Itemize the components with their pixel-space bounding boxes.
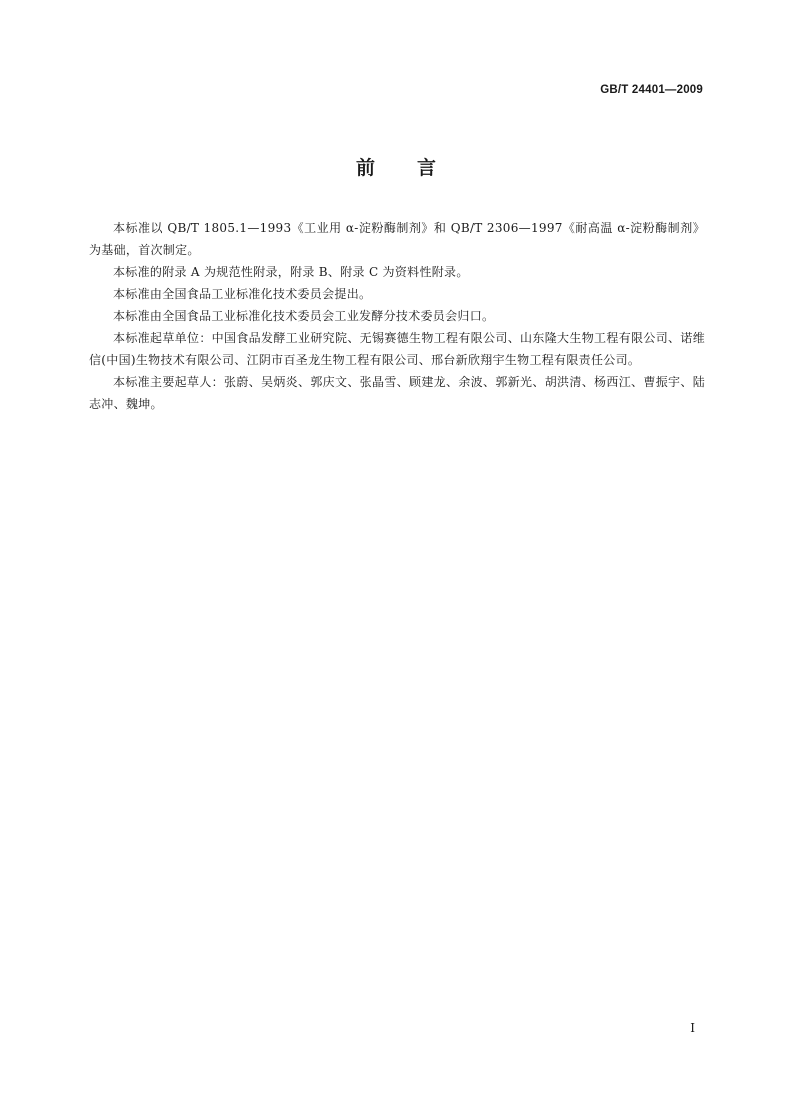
paragraph-basis: 本标准以 QB/T 1805.1—1993《工业用 α-淀粉酶制剂》和 QB/T 2306—1997《耐高温 α-淀粉酶制剂》为基础，首次制定。 [89,221,705,257]
foreword-body [89,217,705,415]
paragraph-proposed-by: 本标准由全国食品工业标准化技术委员会提出。 [113,287,372,301]
title-char-2: 言 [417,157,437,179]
paragraph-drafting-units: 本标准起草单位：中国食品发酵工业研究院、无锡赛德生物工程有限公司、山东隆大生物工程有限公司、诺维信(中国)生物技术有限公司、江阴市百圣龙生物工程有限公司、邢台新欣翔宇生物工程有限责任公司。 [89,331,705,367]
standard-number: GB/T 24401—2009 [600,84,703,96]
paragraph-under-jurisdiction: 本标准由全国食品工业标准化技术委员会工业发酵分技术委员会归口。 [113,309,495,323]
paragraph-drafters: 本标准主要起草人：张蔚、吴炳炎、郭庆文、张晶雪、顾建龙、余波、郭新光、胡洪清、杨西江、曹振宇、陆志冲、魏坤。 [89,375,705,411]
paragraph-annexes: 本标准的附录 A 为规范性附录，附录 B、附录 C 为资料性附录。 [113,265,469,279]
page-number: I [690,1021,695,1035]
page-title [0,153,792,180]
title-char-1: 前 [355,157,375,179]
